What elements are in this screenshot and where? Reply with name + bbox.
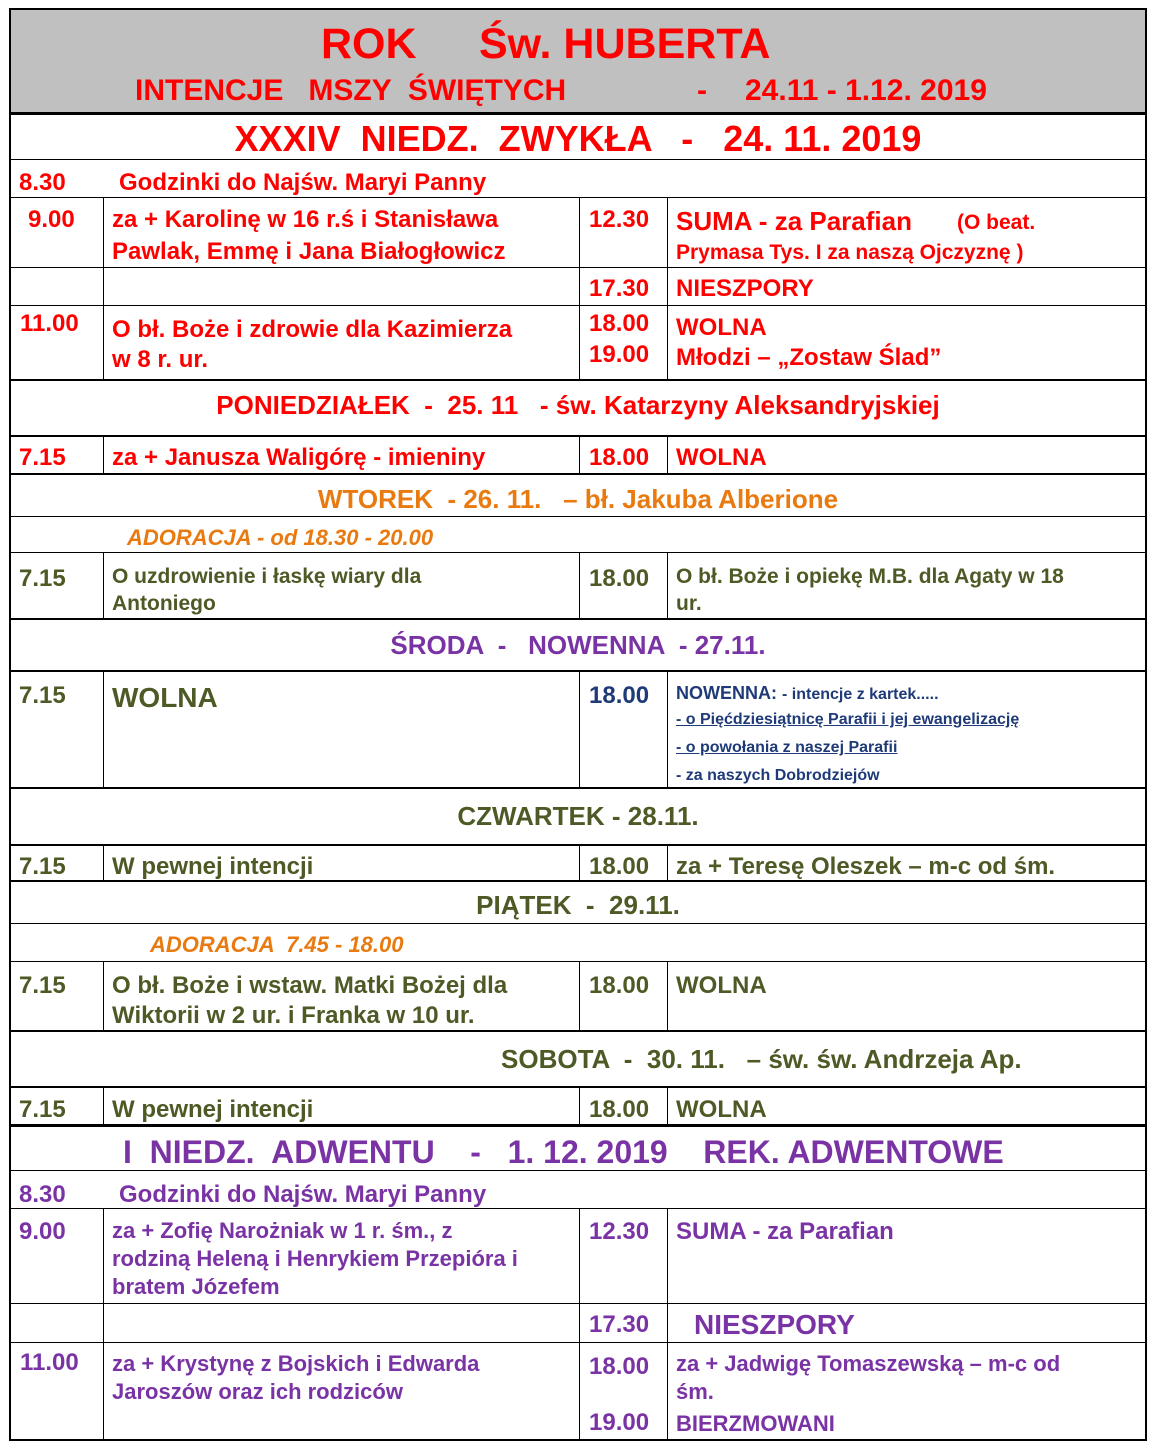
wednesday-row [11,670,1145,787]
intention-text: Antoniego [112,592,216,615]
tuesday-adoration [11,516,1145,552]
intention-text: w 8 r. ur. [112,346,209,373]
time: 7.15 [19,565,66,592]
friday-header [11,880,1145,923]
time: 18.00 [589,972,650,999]
monday-header [11,379,1145,423]
intention-text: Wiktorii w 2 ur. i Franka w 10 ur. [112,1002,475,1029]
time: 18.00 [589,310,650,337]
time: 18.00 [589,682,650,709]
time: 11.00 [20,310,79,337]
intention-text: O bł. Boże i zdrowie dla Kazimierza [112,316,513,343]
header-dates: 24.11 - 1.12. 2019 [745,74,987,107]
intention-text: śm. [676,1379,714,1404]
intention-text: O bł. Boże i opiekę M.B. dla Agaty w 18 [676,565,1064,588]
friday-title: PIĄTEK - 29.11. [476,890,680,920]
thursday-title: CZWARTEK - 28.11. [457,801,699,831]
intention-text: SUMA - za Parafian [676,1218,894,1245]
time: 7.15 [19,444,66,471]
intention-text: W pewnej intencji [112,853,314,880]
header-dash: - [697,74,707,107]
novena-label: NOWENNA: [676,683,777,703]
time: 8.30 [19,1181,66,1208]
time: 18.00 [589,1353,650,1380]
wednesday-title: ŚRODA - NOWENNA - 27.11. [390,630,766,660]
sunday2-row1 [11,1170,1145,1208]
time: 19.00 [589,1409,650,1436]
novena-item: - o powołania z naszej Parafii [676,739,898,756]
tuesday-title: WTOREK - 26. 11. – bł. Jakuba Alberione [317,484,839,514]
intention-text: ur. [676,592,702,615]
subtitle: INTENCJE MSZY ŚWIĘTYCH [135,74,567,107]
sunday1-title: XXXIV NIEDZ. ZWYKŁA - 24. 11. 2019 [234,118,922,159]
intention-text: Pawlak, Emmę i Jana Białogłowicz [112,238,506,265]
header [11,10,1145,112]
intention-text: O uzdrowienie i łaskę wiary dla [112,565,422,588]
sunday2-row4 [11,1342,1145,1439]
sunday1-row4 [11,305,1145,379]
time: 7.15 [19,853,66,880]
sunday2-header [11,1124,1145,1170]
intention-text: SUMA - za Parafian [676,206,912,236]
time: 18.00 [589,853,650,880]
intention-text: WOLNA [676,444,767,471]
intention-text: za + Teresę Oleszek – m-c od śm. [676,853,1056,880]
sunday2-title: I NIEDZ. ADWENTU - 1. 12. 2019 REK. ADWENTOWE [123,1134,1004,1170]
time: 17.30 [589,275,650,302]
time: 17.30 [589,1311,650,1338]
intention-text: za + Karolinę w 16 r.ś i Stanisława [112,206,499,233]
intention-text: rodziną Heleną i Henrykiem Przepióra i [112,1246,518,1271]
intention-text: WOLNA [112,682,218,713]
thursday-header [11,787,1145,836]
intention-text: Jaroszów oraz ich rodziców [112,1379,403,1404]
intention-text: za + Jadwigę Tomaszewską – m-c od [676,1351,1061,1376]
time: 18.00 [589,565,650,592]
intention-text: NIESZPORY [694,1309,855,1340]
intention-text: za + Krystynę z Bojskich i Edwarda [112,1351,480,1376]
sunday1-header [11,112,1145,159]
intention-text: WOLNA [676,972,767,999]
intention-text: bratem Józefem [112,1274,280,1299]
intention-text: W pewnej intencji [112,1096,314,1123]
sunday2-row3 [11,1303,1145,1342]
intention-text: Godzinki do Najśw. Maryi Panny [119,169,487,196]
monday-row [11,435,1145,473]
sunday1-row1 [11,159,1145,197]
friday-adoration [11,923,1145,961]
intention-text: Młodzi – „Zostaw Ślad” [676,344,942,371]
sunday2-row2 [11,1208,1145,1303]
intention-note: Prymasa Tys. I za naszą Ojczyznę ) [676,241,1024,264]
time: 18.00 [589,1096,650,1123]
time: 19.00 [589,341,650,368]
intention-note: (O beat. [957,211,1036,234]
saturday-title: SOBOTA - 30. 11. – św. św. Andrzeja Ap. [501,1044,1022,1074]
intention-text: WOLNA [676,314,767,341]
title-rok: ROK [321,20,417,68]
mass-schedule [9,8,1147,1441]
time: 9.00 [28,206,75,233]
novena-item: - o Pięćdziesiątnicę Parafii i jej ewangelizację [676,711,1020,728]
time: 7.15 [19,682,66,709]
monday-title: PONIEDZIAŁEK - 25. 11 - św. Katarzyny Aleksandryjskiej [216,390,940,420]
intention-text: Godzinki do Najśw. Maryi Panny [119,1181,487,1208]
time: 9.00 [19,1218,66,1245]
novena-item: - za naszych Dobrodziejów [676,767,880,784]
intention-text: O bł. Boże i wstaw. Matki Bożej dla [112,972,508,999]
intention-text: NIESZPORY [676,275,814,302]
time: 11.00 [20,1349,79,1376]
intention-text: WOLNA [676,1096,767,1123]
intention-text: za + Janusza Waligórę - imieniny [112,444,486,471]
tuesday-row [11,552,1145,618]
adoration-note: ADORACJA - od 18.30 - 20.00 [127,525,434,550]
friday-row [11,961,1145,1030]
title-saint: Św. HUBERTA [479,20,771,68]
intention-text: za + Zofię Narożniak w 1 r. śm., z [112,1218,453,1243]
sunday1-row2 [11,197,1145,267]
saturday-header [11,1030,1145,1086]
thursday-row [11,844,1145,880]
time: 7.15 [19,972,66,999]
tuesday-header [11,473,1145,516]
novena-item: - intencje z kartek..... [782,686,939,703]
saturday-row [11,1086,1145,1124]
sunday1-row3 [11,267,1145,305]
wednesday-header [11,618,1145,670]
time: 7.15 [19,1096,66,1123]
time: 18.00 [589,444,650,471]
time: 8.30 [19,169,66,196]
time: 12.30 [589,206,650,233]
adoration-note: ADORACJA 7.45 - 18.00 [150,932,404,957]
intention-text: BIERZMOWANI [676,1411,835,1436]
time: 12.30 [589,1218,650,1245]
